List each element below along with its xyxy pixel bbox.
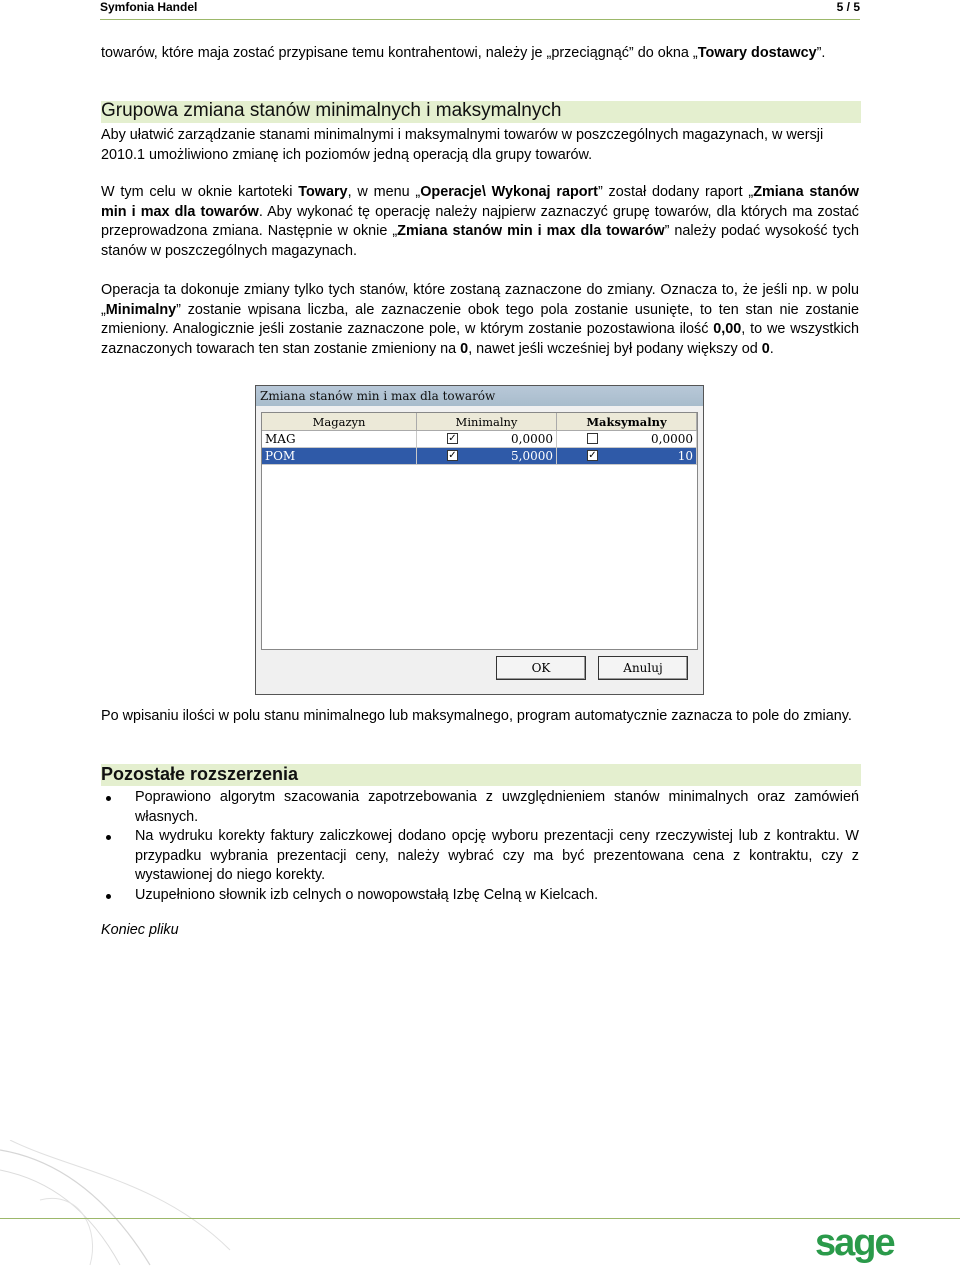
page-number: 5 / 5 [836,0,860,14]
checkbox-max-checked-icon[interactable]: ✓ [588,450,597,461]
section-heading-pozostale: Pozostałe rozszerzenia [101,764,861,786]
grid-row-mag[interactable] [262,431,697,448]
stock-grid [261,412,698,650]
paragraph-auto-check: Po wpisaniu ilości w polu stanu minimalnego lub maksymalnego, program automatycznie zaznacza to pole do zmiany. [101,708,852,724]
cell-maksymalny[interactable]: 0,0000 [557,431,697,448]
bullet-icon [106,894,111,899]
column-header-maksymalny[interactable]: Maksymalny [557,413,697,431]
checkbox-max-unchecked-icon[interactable] [587,433,598,444]
document-title: Symfonia Handel [100,0,198,14]
cell-magazyn[interactable]: POM [262,448,417,465]
list-item: Uzupełniono słownik izb celnych o nowopowstałą Izbę Celną w Kielcach. [101,886,859,906]
list-item: Na wydruku korekty faktury zaliczkowej dodano opcję wyboru prezentacji ceny rzeczywistej lub z kontraktu. W przypadku wybrania prezentacji ceny, należy wybrać czy ma być prezentowana cena z kontraktu, czy z wystawionej do niego korekty. [101,827,859,886]
paragraph-menu-info: W tym celu w oknie kartoteki Towary, w menu „Operacje\ Wykonaj raport” został dodany raport „Zmiana stanów min i max dla towarów. Aby wykonać tę operację należy najpierw zaznaczyć grupę towarów, dla których ma zostać przeprowadzona zmiana. Następnie w oknie „Zmiana stanów min i max dla towarów” należy podać wysokość tych stanów w poszczególnych magazynach. [101,184,859,259]
paragraph-description: Aby ułatwić zarządzanie stanami minimalnymi i maksymalnymi towarów w poszczególnych magazynach, w wersji 2010.1 umożliwiono zmianę ich poziomów jedną operacją dla grupy towarów. [101,127,824,163]
ok-button[interactable]: OK [496,656,586,680]
column-header-minimalny[interactable]: Minimalny [417,413,557,431]
dialog-window [255,385,704,695]
cell-minimalny[interactable]: ✓ 0,0000 [417,431,557,448]
dialog-titlebar: Zmiana stanów min i max dla towarów [256,386,703,406]
footer-line [0,1218,960,1219]
checkbox-min-checked-icon[interactable]: ✓ [448,433,457,444]
extensions-list [101,788,859,905]
checkbox-min-checked-icon[interactable]: ✓ [448,450,457,461]
bullet-icon [106,796,111,801]
end-of-file-note: Koniec pliku [101,922,179,938]
grid-row-pom[interactable] [262,448,697,465]
cell-maksymalny[interactable]: ✓ 10 [557,448,697,465]
column-header-magazyn[interactable]: Magazyn [262,413,417,431]
paragraph-operation-info: Operacja ta dokonuje zmiany tylko tych stanów, które zostaną zaznaczone do zmiany. Oznacza to, że jeśli np. w polu „Minimalny” zostanie wpisana liczba, ale zaznaczenie obok tego pola zostanie usunięte, to ten stan nie zostanie zmieniony. Analogicznie jeśli zostanie zaznaczone pole, w którym zostanie pozostawiona ilość 0,00, to we wszystkich zaznaczonych towarach ten stan zostanie zmieniony na 0, nawet jeśli wcześniej był podany większy od 0. [101,282,859,357]
sage-logo: sage [815,1222,894,1264]
page-header [100,0,860,20]
cell-minimalny[interactable]: ✓ 5,0000 [417,448,557,465]
cell-magazyn[interactable]: MAG [262,431,417,448]
list-item: Poprawiono algorytm szacowania zapotrzebowania z uwzględnieniem stanów minimalnych oraz zamówień własnych. [101,788,859,827]
paragraph-intro: towarów, które maja zostać przypisane temu kontrahentowi, należy je „przeciągnąć” do okna „Towary dostawcy”. [101,45,826,61]
decorative-swirl-icon [0,1140,240,1266]
bullet-icon [106,835,111,840]
section-heading-grupowa: Grupowa zmiana stanów minimalnych i maksymalnych [101,101,861,123]
cancel-button[interactable]: Anuluj [598,656,688,680]
